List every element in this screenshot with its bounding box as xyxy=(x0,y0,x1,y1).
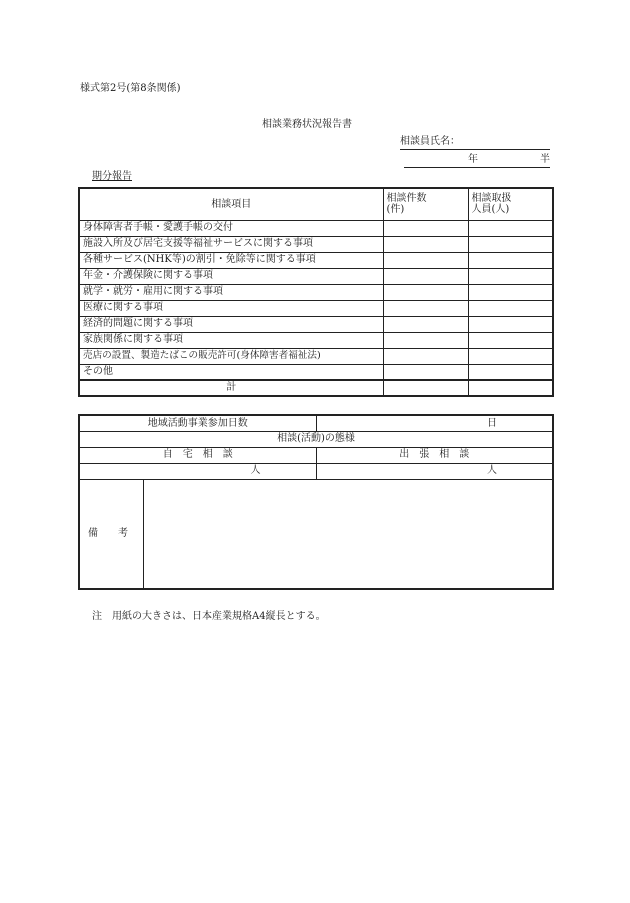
people-cell[interactable] xyxy=(468,364,553,380)
home-consultation-label: 自 宅 相 談 xyxy=(79,447,316,463)
table-row xyxy=(79,284,553,300)
mode-label: 相談(活動)の態様 xyxy=(79,431,553,447)
mode-row xyxy=(79,431,553,447)
people-cell[interactable] xyxy=(468,316,553,332)
header-count: 相談件数 (件) xyxy=(383,188,468,220)
count-cell[interactable] xyxy=(383,268,468,284)
count-cell[interactable] xyxy=(383,252,468,268)
table-header-row xyxy=(79,188,553,220)
counselor-name-field xyxy=(400,137,550,150)
table-row xyxy=(79,300,553,316)
period-field xyxy=(404,155,550,168)
row-label: その他 xyxy=(79,364,383,380)
table-row xyxy=(79,332,553,348)
people-cell[interactable] xyxy=(468,252,553,268)
mode-types-row xyxy=(79,447,553,463)
table-row xyxy=(79,316,553,332)
counselor-name-label: 相談員氏名： xyxy=(400,136,460,147)
period-half-label: 半 xyxy=(540,154,550,165)
mode-counts-row xyxy=(79,463,553,479)
people-cell[interactable] xyxy=(468,332,553,348)
people-cell[interactable] xyxy=(468,284,553,300)
row-label: 身体障害者手帳・愛護手帳の交付 xyxy=(79,220,383,236)
people-cell[interactable] xyxy=(468,220,553,236)
count-cell[interactable] xyxy=(383,284,468,300)
count-cell[interactable] xyxy=(383,364,468,380)
row-label: 売店の設置、製造たばこの販売許可(身体障害者福祉法) xyxy=(79,348,383,364)
row-label: 就学・就労・雇用に関する事項 xyxy=(79,284,383,300)
table-row xyxy=(79,236,553,252)
row-label: 年金・介護保険に関する事項 xyxy=(79,268,383,284)
activity-days-row xyxy=(79,415,553,431)
activity-table xyxy=(78,414,554,590)
person-unit: 人 xyxy=(250,465,261,477)
count-cell[interactable] xyxy=(383,316,468,332)
footnote: 注 用紙の大きさは、日本産業規格A4縦長とする。 xyxy=(92,611,326,622)
days-unit: 日 xyxy=(487,417,497,429)
form-number: 様式第2号(第8条関係) xyxy=(80,83,181,94)
total-row xyxy=(79,380,553,396)
count-cell[interactable] xyxy=(383,300,468,316)
people-cell[interactable] xyxy=(468,268,553,284)
header-people: 相談取扱 人員(人) xyxy=(468,188,553,220)
section-label: 期分報告 xyxy=(92,171,132,182)
activity-days-label: 地域活動事業参加日数 xyxy=(79,415,316,431)
count-cell[interactable] xyxy=(383,236,468,252)
row-label: 経済的問題に関する事項 xyxy=(79,316,383,332)
remarks-label: 備 考 xyxy=(79,479,143,589)
remarks-row xyxy=(79,479,553,589)
page-title: 相談業務状況報告書 xyxy=(262,119,352,130)
people-cell[interactable] xyxy=(468,300,553,316)
remarks-cell[interactable] xyxy=(143,479,553,589)
visit-count-cell[interactable] xyxy=(316,463,553,479)
activity-days-cell[interactable] xyxy=(316,415,553,431)
row-label: 施設入所及び居宅支援等福祉サービスに関する事項 xyxy=(79,236,383,252)
table-row xyxy=(79,220,553,236)
consultation-items-table xyxy=(78,187,554,397)
table-row xyxy=(79,364,553,380)
home-count-cell[interactable] xyxy=(79,463,316,479)
row-label: 医療に関する事項 xyxy=(79,300,383,316)
count-cell[interactable] xyxy=(383,220,468,236)
table-row xyxy=(79,268,553,284)
row-label: 家族関係に関する事項 xyxy=(79,332,383,348)
header-item: 相談項目 xyxy=(79,188,383,220)
period-year-label: 年 xyxy=(468,154,478,165)
total-label: 計 xyxy=(79,380,383,396)
people-cell[interactable] xyxy=(468,348,553,364)
count-cell[interactable] xyxy=(383,332,468,348)
count-cell[interactable] xyxy=(383,348,468,364)
table-row xyxy=(79,252,553,268)
row-label: 各種サービス(NHK等)の割引・免除等に関する事項 xyxy=(79,252,383,268)
people-cell[interactable] xyxy=(468,236,553,252)
person-unit: 人 xyxy=(487,465,497,477)
table-row xyxy=(79,348,553,364)
total-count-cell[interactable] xyxy=(383,380,468,396)
total-people-cell[interactable] xyxy=(468,380,553,396)
visit-consultation-label: 出 張 相 談 xyxy=(316,447,553,463)
